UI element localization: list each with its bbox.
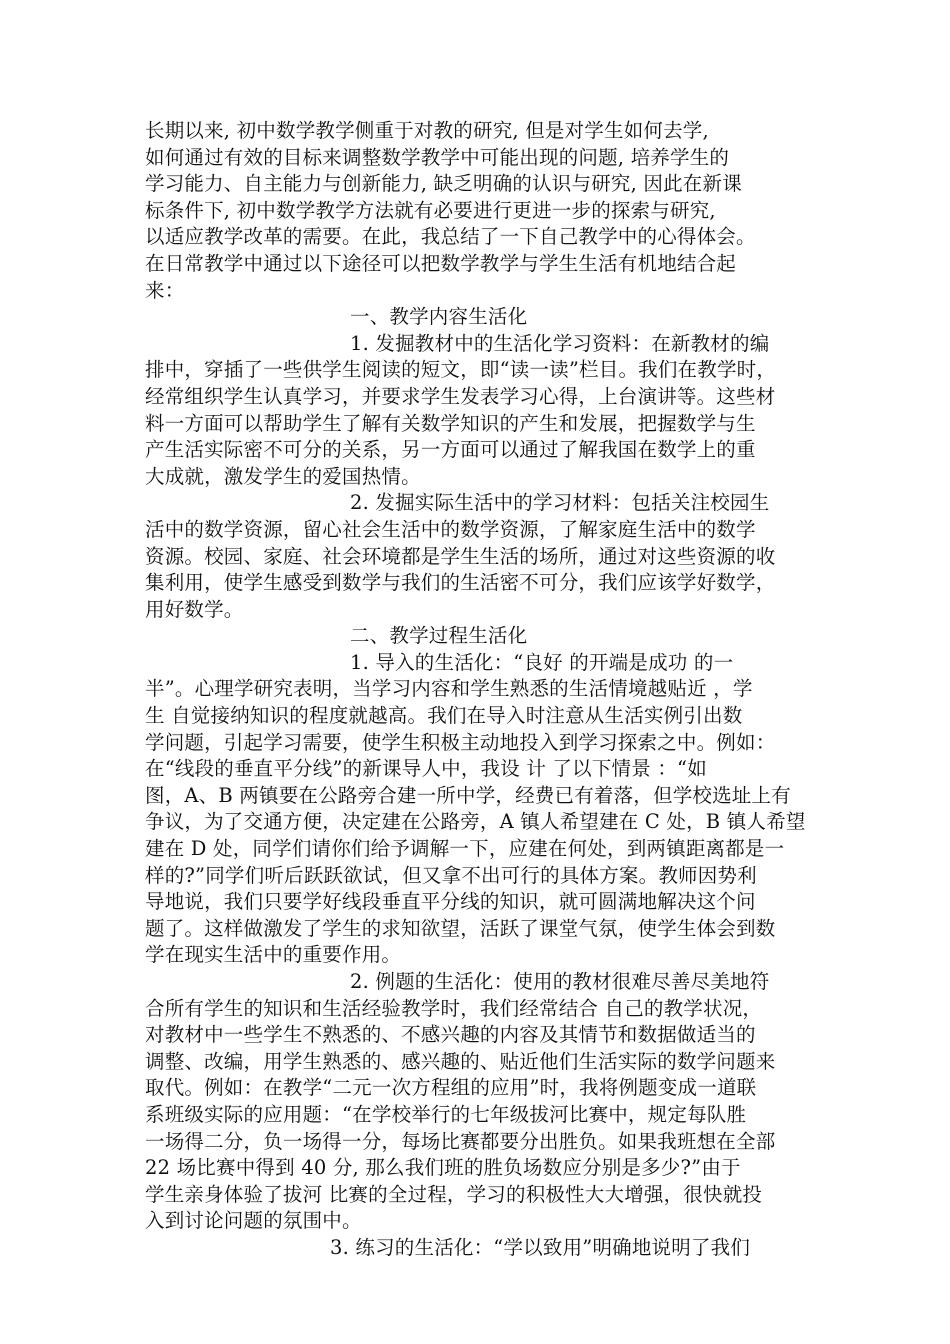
text-line: 集利用，使学生感受到数学与我们的生活密不可分，我们应该学好数学， bbox=[145, 571, 776, 595]
text-line: 经常组织学生认真学习，并要求学生发表学习心得，上台演讲等。这些材 bbox=[145, 384, 776, 408]
text-line: 22 场比赛中得到 40 分, 那么我们班的胜负场数应分别是多少?”由于 bbox=[145, 1156, 741, 1180]
text-line: 一场得二分，负一场得一分，每场比赛都要分出胜负。如果我班想在全部 bbox=[145, 1129, 776, 1153]
text-line: 导地说，我们只要学好线段垂直平分线的知识，就可圆满地解决这个问 bbox=[145, 890, 756, 914]
text-line: 在“线段的垂直平分线”的新课导人中，我设 计 了以下情景 ：“如 bbox=[145, 757, 707, 781]
text-line: 题了。这样做激发了学生的求知欲望，活跃了课堂气氛，使学生体会到数 bbox=[145, 916, 776, 940]
document-body bbox=[145, 118, 810, 1262]
text-line: 学习能力、自主能力与创新能力, 缺乏明确的认识与研究, 因此在新课 bbox=[145, 172, 742, 196]
text-line: 学问题，引起学习需要，使学生积极主动地投入到学习探索之中。例如： bbox=[145, 730, 776, 754]
text-line: 争议，为了交通方便，决定建在公路旁，A 镇人希望建在 C 处，B 镇人希望 bbox=[145, 810, 806, 834]
paragraph-start: 3. 练习的生活化：“学以致用”明确地说明了我们 bbox=[330, 1235, 751, 1259]
text-line: 以适应教学改革的需要。在此，我总结了一下自己教学中的心得体会。 bbox=[145, 225, 756, 249]
text-line: 入到讨论问题的氛围中。 bbox=[145, 1209, 362, 1233]
text-line: 取代。例如：在教学“二元一次方程组的应用”时，我将例题变成一道联 bbox=[145, 1076, 757, 1100]
section-heading: 一、教学内容生活化 bbox=[350, 305, 528, 329]
text-line: 排中，穿插了一些供学生阅读的短文，即“读一读”栏目。我们在教学时， bbox=[145, 358, 777, 382]
text-line: 建在 D 处，同学们请你们给予调解一下，应建在何处，到两镇距离都是一 bbox=[145, 837, 785, 861]
text-line: 长期以来, 初中数学教学侧重于对教的研究, 但是对学生如何去学, bbox=[145, 119, 709, 142]
text-line: 在日常教学中通过以下途径可以把数学教学与学生生活有机地结合起 bbox=[145, 251, 737, 275]
text-line: 对教材中一些学生不熟悉的、不感兴趣的内容及其情节和数据做适当的 bbox=[145, 1023, 756, 1047]
text-line: 系班级实际的应用题：“在学校举行的七年级拔河比赛中，规定每队胜 bbox=[145, 1102, 747, 1126]
paragraph-start: 2. 例题的生活化：使用的教材很难尽善尽美地符 bbox=[350, 970, 770, 993]
text-line: 调整、改编，用学生熟悉的、感兴趣的、贴近他们生活实际的数学问题来 bbox=[145, 1049, 776, 1073]
text-line: 学在现实生活中的重要作用。 bbox=[145, 943, 402, 967]
paragraph-start: 1. 发掘教材中的生活化学习资料：在新教材的编 bbox=[350, 331, 770, 355]
text-line: 活中的数学资源，留心社会生活中的数学资源，了解家庭生活中的数学 bbox=[145, 517, 756, 541]
text-line: 学生亲身体验了拔河 比赛的全过程，学习的积极性大大增强，很快就投 bbox=[145, 1182, 763, 1206]
text-line: 生 自觉接纳知识的程度就越高。我们在导入时注意从生活实例引出数 bbox=[145, 704, 743, 728]
text-line: 大成就，激发学生的爱国热情。 bbox=[145, 464, 421, 488]
text-line: 半”。心理学研究表明，当学习内容和学生熟悉的生活情境越贴近 ，学 bbox=[145, 677, 753, 701]
text-line: 来： bbox=[145, 278, 185, 302]
text-line: 合所有学生的知识和生活经验教学时，我们经常结合 自己的教学状况， bbox=[145, 996, 763, 1020]
paragraph-start: 1. 导入的生活化：“良好 的开端是成功 的一 bbox=[350, 650, 734, 674]
text-line: 料一方面可以帮助学生了解有关数学知识的产生和发展，把握数学与生 bbox=[145, 411, 756, 435]
text-line: 资源。校园、家庭、社会环境都是学生生活的场所，通过对这些资源的收 bbox=[145, 544, 776, 568]
text-line: 用好数学。 bbox=[145, 597, 244, 621]
text-line: 图，A、B 两镇要在公路旁合建一所中学，经费已有着落，但学校选址上有 bbox=[145, 783, 791, 807]
paragraph-start: 2. 发掘实际生活中的学习材料：包括关注校园生 bbox=[350, 491, 770, 515]
section-heading: 二、教学过程生活化 bbox=[350, 624, 528, 648]
text-line: 样的?”同学们听后跃跃欲试，但又拿不出可行的具体方案。教师因势利 bbox=[145, 863, 757, 887]
text-line: 如何通过有效的目标来调整数学教学中可能出现的问题, 培养学生的 bbox=[145, 145, 730, 169]
text-line: 产生活实际密不可分的关系，另一方面可以通过了解我国在数学上的重 bbox=[145, 438, 756, 462]
text-line: 标条件下, 初中数学教学方法就有必要进行更进一步的探索与研究, bbox=[145, 198, 716, 222]
